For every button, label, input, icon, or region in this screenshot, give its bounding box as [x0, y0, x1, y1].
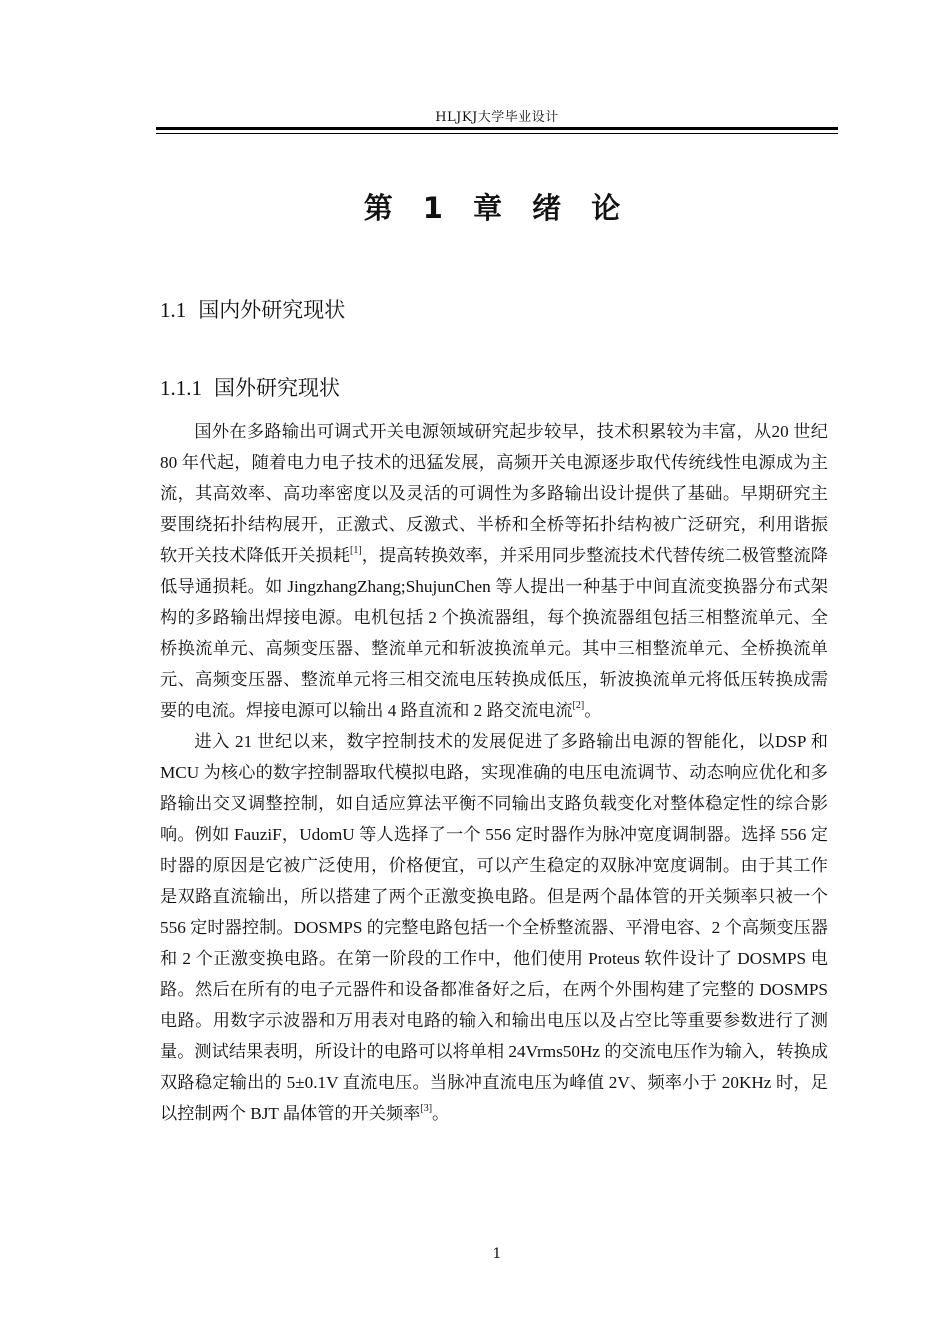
- paragraph-text: ，提高转换效率，并采用同步整流技术代替传统二极管整流降低导通损耗。如 JingzhangZhang;ShujunChen 等人提出一种基于中间直流变换器分布式架构的多路输出焊接电源。电机包括 2 个换流器组，每个换流器组包括三相整流单元、全桥换流单元、高频变压器、整流单元和斩波换流单元。其中三相整流单元、全桥换流单元、高频变压器、整流单元将三相交流电压转换成低压，斩波换流单元将低压转换成需要的电流。焊接电源可以输出 4 路直流和 2 路交流电流: [160, 546, 828, 720]
- paragraph-text: 。: [432, 1104, 450, 1123]
- header-rule-thick: [156, 127, 838, 130]
- body-text: [160, 416, 828, 1129]
- paragraph-text: 。: [584, 701, 602, 720]
- paragraph: [160, 726, 828, 1129]
- running-header: HLJKJ大学毕业设计: [435, 110, 559, 125]
- subsection-heading: [160, 372, 340, 402]
- chapter-title: 第 1 章 绪 论: [363, 191, 631, 225]
- section-number: 1.1: [160, 298, 187, 322]
- subsection-title: 国外研究现状: [214, 376, 340, 400]
- paragraph: [160, 416, 828, 726]
- section-title: 国内外研究现状: [198, 298, 346, 322]
- citation-ref: [3]: [420, 1103, 433, 1115]
- citation-ref: [2]: [572, 700, 585, 712]
- page-number: 1: [492, 1246, 502, 1262]
- section-heading: [160, 294, 345, 324]
- paragraph-text: 国外在多路输出可调式开关电源领域研究起步较早，技术积累较为丰富，从20 世纪 80 年代起，随着电力电子技术的迅猛发展，高频开关电源逐步取代传统线性电源成为主流，其高效率、高功率密度以及灵活的可调性为多路输出设计提供了基础。早期研究主要围绕拓扑结构展开，正激式、反激式、半桥和全桥等拓扑结构被广泛研究，利用谐振软开关技术降低开关损耗: [160, 422, 828, 565]
- citation-ref: [1]: [349, 545, 362, 557]
- header-rule-thin: [156, 133, 838, 134]
- paragraph-text: 进入 21 世纪以来，数字控制技术的发展促进了多路输出电源的智能化，以DSP 和 MCU 为核心的数字控制器取代模拟电路，实现准确的电压电流调节、动态响应优化和多路输出交叉调整控制，如自适应算法平衡不同输出支路负载变化对整体稳定性的综合影响。例如 FauziF，UdomU 等人选择了一个 556 定时器作为脉冲宽度调制器。选择 556 定时器的原因是它被广泛使用，价格便宜，可以产生稳定的双脉冲宽度调制。由于其工作是双路直流输出，所以搭建了两个正激变换电路。但是两个晶体管的开关频率只被一个 556 定时器控制。DOSMPS 的完整电路包括一个全桥整流器、平滑电容、2 个高频变压器和 2 个正激变换电路。在第一阶段的工作中，他们使用 Proteus 软件设计了 DOSMPS 电路。然后在所有的电子元器件和设备都准备好之后，在两个外围构建了完整的 DOSMPS 电路。用数字示波器和万用表对电路的输入和输出电压以及占空比等重要参数进行了测量。测试结果表明，所设计的电路可以将单相 24Vrms50Hz 的交流电压作为输入，转换成双路稳定输出的 5±0.1V 直流电压。当脉冲直流电压为峰值 2V、频率小于 20KHz 时，足以控制两个 BJT 晶体管的开关频率: [160, 732, 828, 1123]
- subsection-number: 1.1.1: [160, 376, 202, 400]
